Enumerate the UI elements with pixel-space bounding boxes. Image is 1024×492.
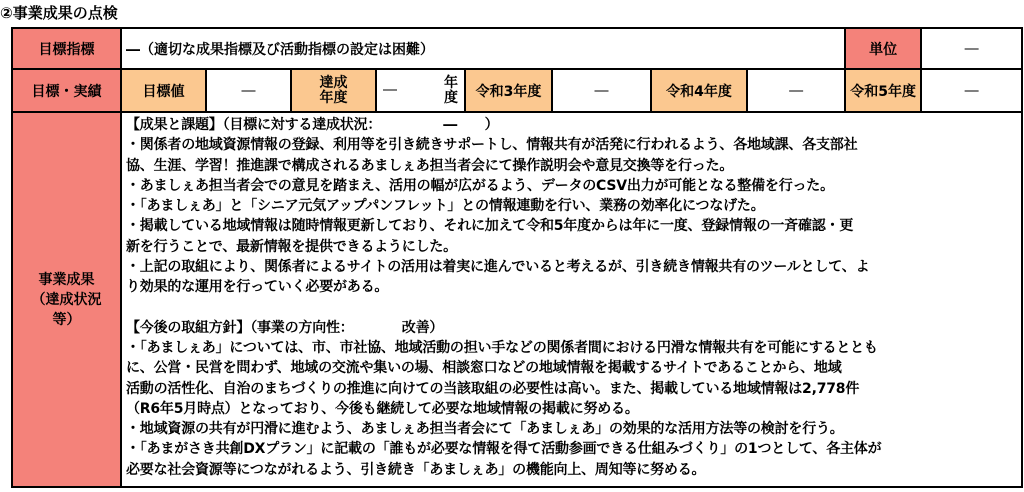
future-policy-line: 必要な社会資源等につながれるよう、引き続き「あましぇあ」の機能向上、周知等に努める。 [126,461,706,478]
target-actual-label: 目標・実績 [12,69,121,112]
future-policy-line: に、公営・民営を問わず、地域の交流や集いの場、相談窓口などの地域情報を掲載するサイトであることから、地域 [126,360,842,377]
results-issues-line: ・「あましぇあ」と「シニア元気アップパンフレット」との情報連動を行い、業務の効率化につなげた。 [126,198,765,215]
indicator-row [12,28,1022,69]
section-title: ②事業成果の点検 [0,4,118,22]
indicator-label: 目標指標 [12,28,121,69]
results-issues-line: 【成果と課題】（目標に対する達成状況： ― ） [126,117,499,133]
results-and-issues [126,115,1017,298]
achieve-year-value-cell [376,69,465,112]
results-issues-line: 協、生涯、学習！推進課で構成されるあましぇあ担当者会にて操作説明会や意見交換等を行った。 [126,157,734,174]
achieve-year-label-line2: 年度 [319,89,348,106]
results-issues-line: ・上記の取組により、関係者によるサイトの活用は着実に進んでいると考えるが、引き続き情報共有のツールとして、よ [126,259,870,276]
results-issues-line: 新を行うことで、最新情報を提供できるようにした。 [126,238,457,255]
results-body [121,112,1022,487]
indicator-value: ―（適切な成果指標及び活動指標の設定は困難） [121,28,845,69]
r5-label: 令和5年度 [845,69,921,112]
results-row [12,112,1022,487]
results-issues-line: ・あましぇあ担当者会での意見を踏まえ、活用の幅が広がるよう、データのCSV出力が可能となる整備を行った。 [126,177,834,194]
achieve-year-label [291,69,376,112]
achieve-year-value: ― [383,82,397,98]
r4-value: ― [747,69,845,112]
section-gap [126,298,1017,318]
target-value-label: 目標値 [121,69,206,112]
future-policy-line: ・地域資源の共有が円滑に進むよう、あましぇあ担当者会にて「あましぇあ」の効果的な活用方法等の検討を行う。 [126,421,844,438]
future-policy-line: （R6年5月時点）となっており、今後も継続して必要な地域情報の掲載に努める。 [126,400,639,417]
r3-label: 令和3年度 [465,69,552,112]
r3-value: ― [552,69,651,112]
future-policy-line: 【今後の取組方針】（事業の方向性： 改善） [126,319,444,336]
target-value: ― [206,69,291,112]
unit-label: 単位 [845,28,921,69]
results-issues-line: ・掲載している地域情報は随時情報更新しており、それに加えて令和5年度からは年に一度、登録情報の一斉確認・更 [126,218,854,235]
year-suffix-1: 年 [444,74,458,91]
evaluation-table [11,27,1023,488]
results-label-line3: 等） [52,311,81,328]
results-issues-line: ・関係者の地域資源情報の登録、利用等を引き続きサポートし、情報共有が活発に行われるよう、各地域課、各支部社 [126,137,858,154]
results-label [12,112,121,487]
results-issues-line: り効果的な運用を行っていく必要がある。 [126,279,389,296]
future-policy-line: ・「あまがさき共創DXプラン」に記載の「誰もが必要な情報を得て活動参画できる仕組みづくり」の1つとして、各主体が [126,441,882,458]
future-policy [126,318,1017,480]
unit-value: ― [921,28,1022,69]
target-row [12,69,1022,112]
future-policy-line: 活動の活性化、自治のまちづくりの推進に向けての当該取組の必要性は高い。また、掲載している地域情報は2,778件 [126,380,860,397]
achieve-year-label-line1: 達成 [319,74,348,91]
results-label-line1: 事業成果 [38,271,95,288]
r5-value: ― [921,69,1022,112]
future-policy-line: ・「あましぇあ」については、市、市社協、地域活動の担い手などの関係者間における円滑な情報共有を可能にするととも [126,339,878,356]
year-suffix-2: 度 [444,89,458,106]
r4-label: 令和4年度 [651,69,747,112]
results-label-line2: （達成状況 [31,291,102,308]
